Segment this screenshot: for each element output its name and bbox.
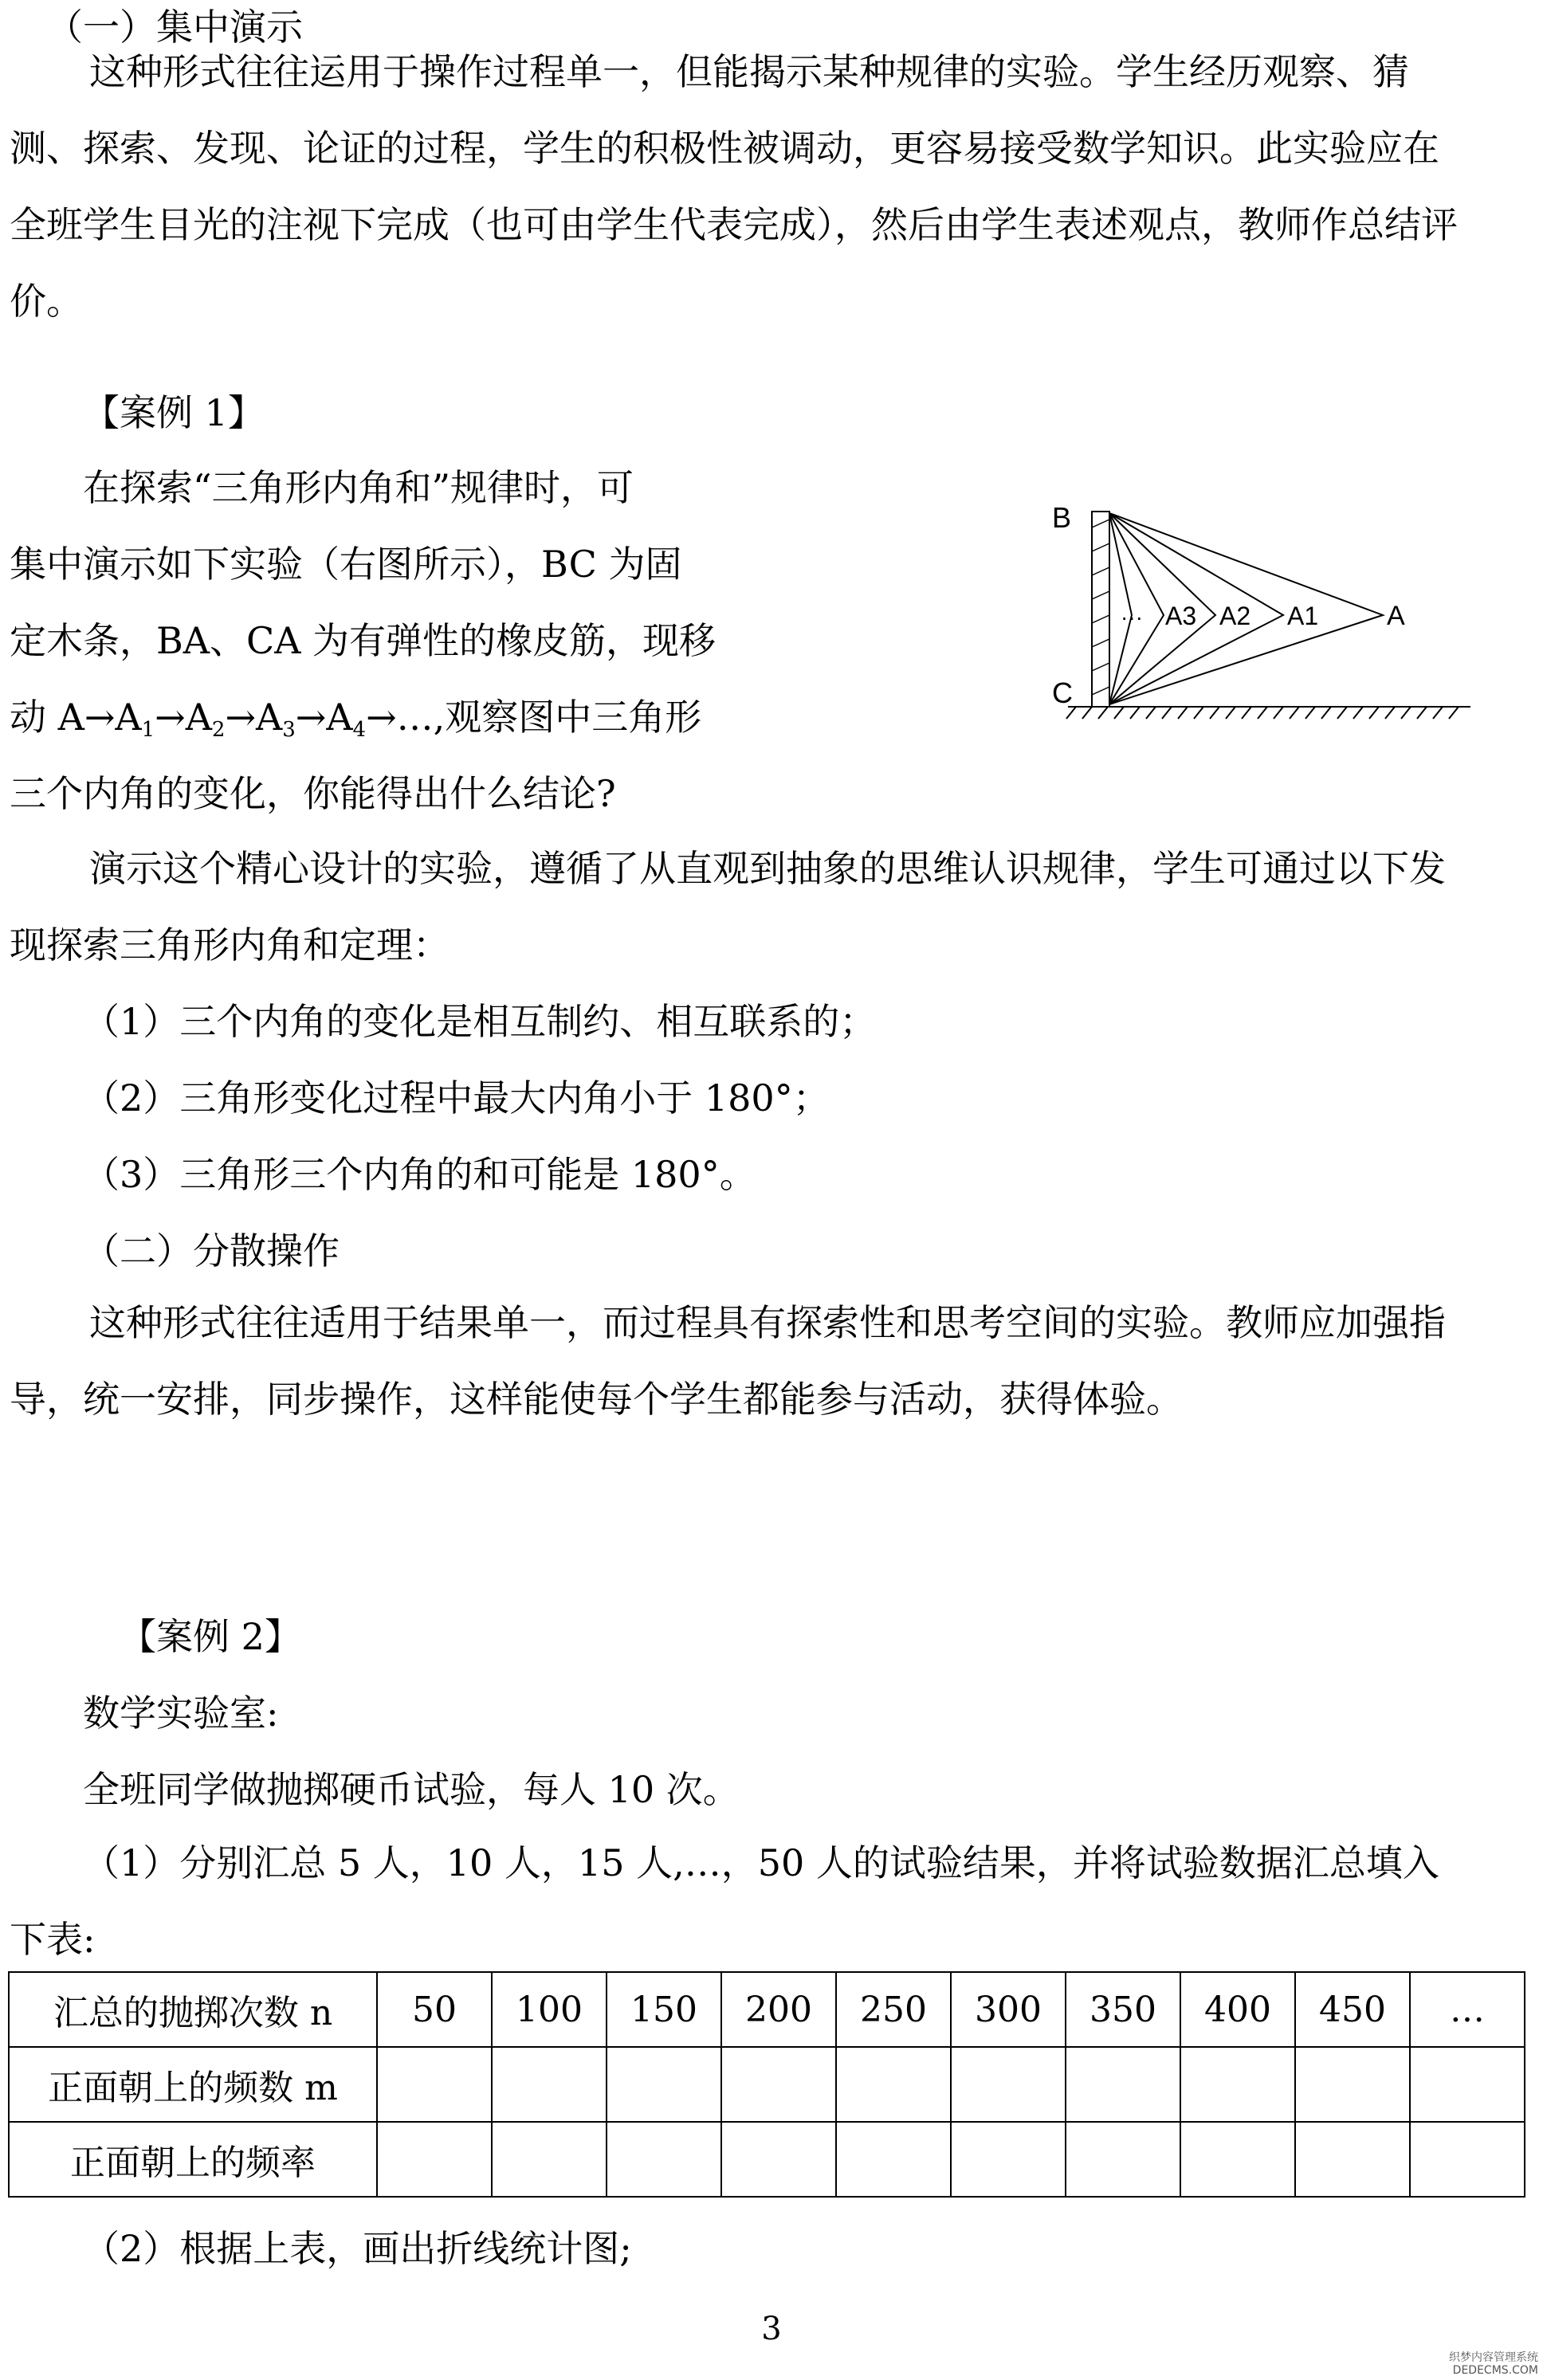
- table-cell: [377, 2122, 492, 2197]
- demo-paragraph: 演示这个精心设计的实验，遵循了从直观到抽象的思维认识规律，学生可通过以下发现探索三角形内角和定理：: [10, 847, 1446, 967]
- table-cell: [1066, 2047, 1180, 2122]
- subscript-3: 3: [282, 718, 296, 742]
- coin-toss-table: [8, 1971, 1525, 2202]
- table-cell: [492, 2122, 607, 2197]
- table-cell: [1066, 2122, 1180, 2197]
- watermark-line-2: DEDECMS.COM: [1452, 2364, 1538, 2377]
- case2-line-2: 全班同学做抛掷硬币试验，每人 10 次。: [83, 1768, 740, 1811]
- watermark-line-1: 织梦内容管理系统: [1449, 2351, 1538, 2364]
- table-cell: [1295, 2047, 1410, 2122]
- finding-1: （1）三个内角的变化是相互制约、相互联系的；: [83, 1000, 877, 1043]
- table-cell: [721, 2122, 836, 2197]
- label-a1: A1: [1287, 602, 1319, 630]
- table-cell: [836, 2047, 951, 2122]
- table-cell: …: [1410, 1972, 1525, 2047]
- table-cell: [1410, 2047, 1525, 2122]
- case1-line-4: [10, 693, 701, 754]
- move-text-4: →A: [295, 696, 353, 739]
- subscript-2: 2: [211, 718, 226, 742]
- table-cell: [951, 2122, 1066, 2197]
- table-cell: [492, 2047, 607, 2122]
- table-cell: 400: [1180, 1972, 1295, 2047]
- case1-line-1: 在探索“三角形内角和”规律时，可: [83, 466, 634, 509]
- label-b: B: [1052, 501, 1072, 534]
- ground-hatching: [1066, 707, 1470, 719]
- watermark: [1449, 2351, 1538, 2377]
- move-text-1: 动 A→A: [10, 696, 142, 739]
- case1-line-2: 集中演示如下实验（右图所示），BC 为固: [10, 543, 682, 586]
- case1-heading: 【案例 1】: [83, 391, 265, 434]
- table-cell: 150: [607, 1972, 721, 2047]
- table-cell: [1295, 2122, 1410, 2197]
- table-cell: [1410, 2122, 1525, 2197]
- subscript-1: 1: [141, 718, 155, 742]
- case2-line-1: 数学实验室:: [83, 1692, 279, 1735]
- row3-header: 正面朝上的频率: [9, 2122, 377, 2197]
- table-cell: 350: [1066, 1972, 1180, 2047]
- case1-line-5: 三个内角的变化，你能得出什么结论?: [10, 772, 616, 815]
- case2-line-3: （1）分别汇总 5 人，10 人，15 人,…，50 人的试验结果，并将试验数据汇总填入下表:: [10, 1841, 1439, 1961]
- case2-line-4: （2）根据上表，画出折线统计图;: [83, 2227, 632, 2270]
- move-text-5: →…,观察图中三角形: [366, 696, 702, 739]
- case2-heading: 【案例 2】: [120, 1615, 301, 1658]
- label-a3: A3: [1165, 602, 1197, 630]
- table-cell: 50: [377, 1972, 492, 2047]
- section1-paragraph: 这种形式往往运用于操作过程单一，但能揭示某种规律的实验。学生经历观察、猜测、探索、发现、论证的过程，学生的积极性被调动，更容易接受数学知识。此实验应在全班学生目光的注视下完成（也可由学生代表完成），然后由学生表述观点，教师作总结评价。: [10, 50, 1458, 323]
- table-cell: 200: [721, 1972, 836, 2047]
- table-cell: [607, 2047, 721, 2122]
- move-text-3: →A: [225, 696, 283, 739]
- move-text-2: →A: [155, 696, 212, 739]
- table-row: [9, 2047, 1525, 2122]
- table-cell: [951, 2047, 1066, 2122]
- finding-3: （3）三角形三个内角的和可能是 180°。: [83, 1153, 756, 1196]
- table-cell: 100: [492, 1972, 607, 2047]
- label-c: C: [1052, 676, 1073, 709]
- section2-paragraph: 这种形式往往适用于结果单一，而过程具有探索性和思考空间的实验。教师应加强指导，统一安排，同步操作，这样能使每个学生都能参与活动，获得体验。: [10, 1301, 1446, 1421]
- wooden-bar-bc: [1092, 512, 1109, 707]
- table-cell: [1180, 2122, 1295, 2197]
- section1-heading: （一）集中演示: [46, 6, 303, 49]
- table-cell: [836, 2122, 951, 2197]
- table-cell: [721, 2047, 836, 2122]
- row2-header: 正面朝上的频数 m: [9, 2047, 377, 2122]
- table-row: [9, 1972, 1525, 2047]
- triangle-experiment-figure: [1044, 488, 1490, 743]
- page-number: 3: [761, 2311, 782, 2347]
- table-cell: 250: [836, 1972, 951, 2047]
- label-a: A: [1387, 601, 1405, 631]
- table-cell: 450: [1295, 1972, 1410, 2047]
- table-cell: [607, 2122, 721, 2197]
- finding-2: （2）三角形变化过程中最大内角小于 180°；: [83, 1076, 830, 1119]
- table-cell: 300: [951, 1972, 1066, 2047]
- label-dots: ···: [1121, 605, 1143, 629]
- subscript-4: 4: [352, 718, 367, 742]
- case1-line-3: 定木条，BA、CA 为有弹性的橡皮筋，现移: [10, 619, 717, 662]
- label-a2: A2: [1219, 602, 1251, 630]
- section2-heading: （二）分散操作: [83, 1229, 340, 1272]
- row1-header: 汇总的抛掷次数 n: [9, 1972, 377, 2047]
- table-cell: [1180, 2047, 1295, 2122]
- table-cell: [377, 2047, 492, 2122]
- table-row: [9, 2122, 1525, 2197]
